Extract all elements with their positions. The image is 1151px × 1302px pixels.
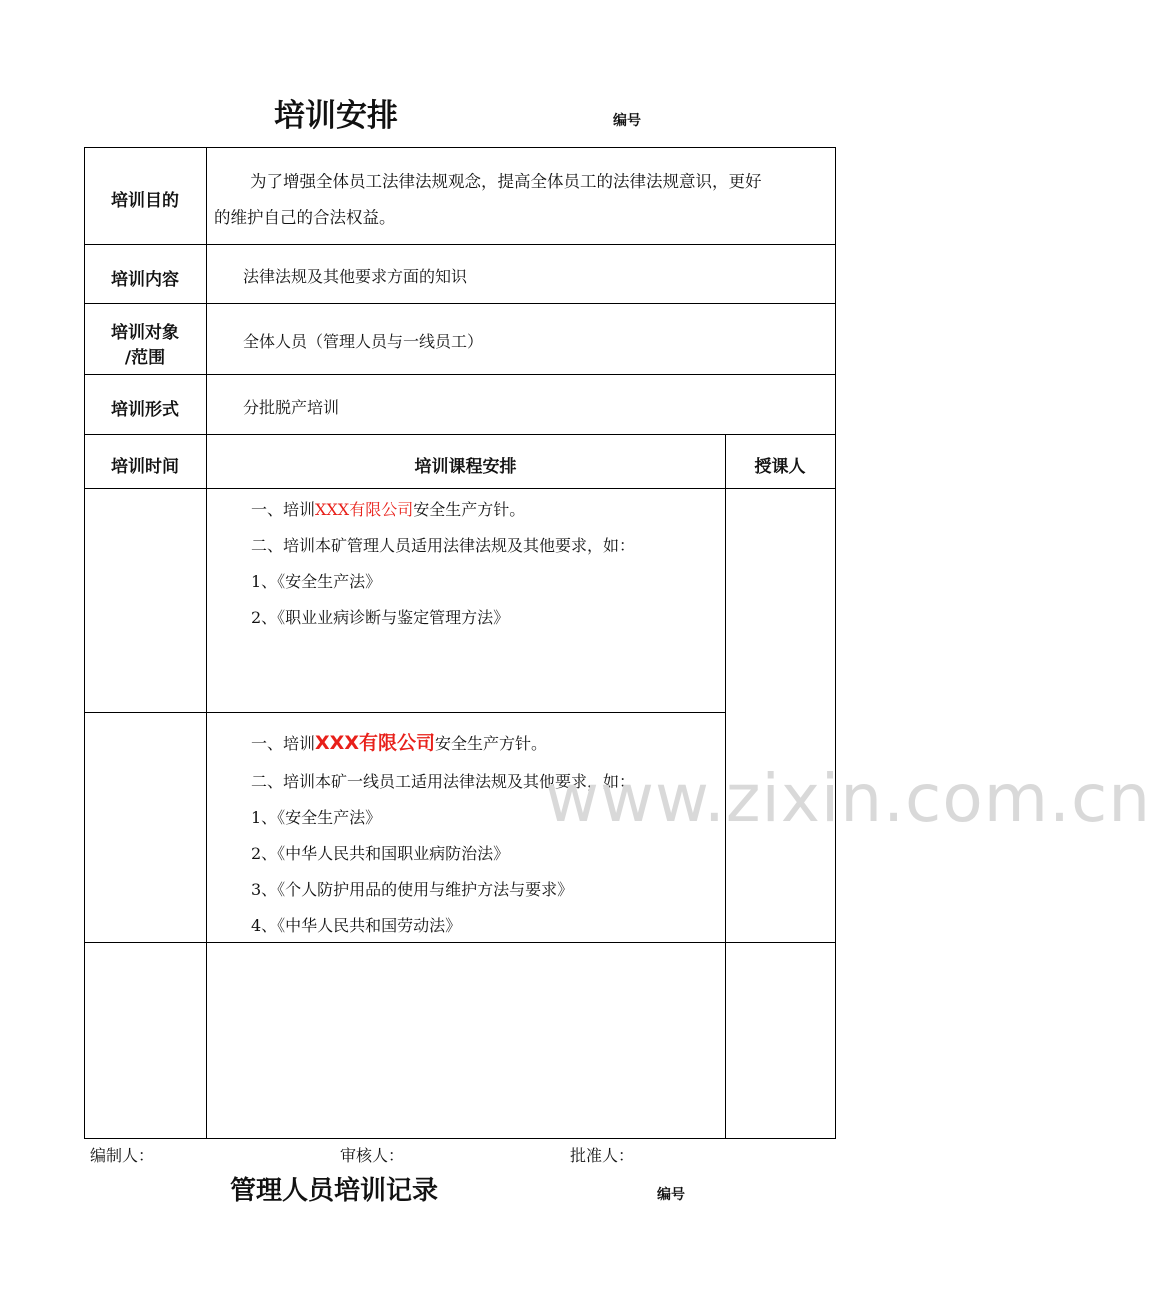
session2-line6: 4、《中华人民共和国劳动法》 — [251, 916, 462, 935]
session2-line2: 二、培训本矿一线员工适用法律法规及其他要求，如： — [251, 772, 636, 791]
content-label: 培训内容 — [111, 270, 179, 290]
next-page-number-label: 编号 — [657, 1187, 685, 1203]
watermark: www.zixin.com.cn — [545, 760, 1151, 837]
target-value: 全体人员（管理人员与一线员工） — [243, 332, 484, 351]
next-page-title: 管理人员培训记录 — [230, 1176, 439, 1206]
approver-label: 批准人： — [570, 1146, 635, 1165]
session1-line1: 一、培训XXX有限公司安全生产方针。 — [251, 500, 526, 519]
target-label-line1: 培训对象 — [111, 323, 179, 343]
page-title: 培训安排 — [274, 98, 398, 134]
reviewer-label: 审核人： — [340, 1146, 405, 1165]
teacher-column-header: 授课人 — [754, 457, 806, 477]
session1-line3: 1、《安全生产法》 — [251, 572, 382, 591]
form-label: 培训形式 — [111, 400, 179, 420]
target-label-line2: /范围 — [124, 348, 166, 368]
number-label: 编号 — [613, 113, 641, 129]
session2-line1: 一、培训XXX有限公司安全生产方针。 — [251, 732, 547, 754]
session2-line5: 3、《个人防护用品的使用与维护方法与要求》 — [251, 880, 574, 899]
session2-line3: 1、《安全生产法》 — [251, 808, 382, 827]
company-name-bold: XXX有限公司 — [315, 732, 435, 754]
purpose-text-line2: 的维护自己的合法权益。 — [214, 208, 396, 227]
session2-line4: 2、《中华人民共和国职业病防治法》 — [251, 844, 510, 863]
session1-line4: 2、《职业业病诊断与鉴定管理方法》 — [251, 608, 510, 627]
purpose-text-line1: 为了增强全体员工法律法规观念，提高全体员工的法律法规意识，更好 — [250, 172, 762, 191]
time-column-header: 培训时间 — [111, 457, 179, 477]
form-value: 分批脱产培训 — [243, 398, 340, 417]
company-name: XXX有限公司 — [315, 500, 414, 519]
compiler-label: 编制人： — [90, 1146, 155, 1165]
session1-line2: 二、培训本矿管理人员适用法律法规及其他要求，如： — [251, 536, 636, 555]
course-column-header: 培训课程安排 — [414, 457, 517, 477]
content-value: 法律法规及其他要求方面的知识 — [243, 267, 468, 286]
purpose-label: 培训目的 — [111, 191, 179, 211]
